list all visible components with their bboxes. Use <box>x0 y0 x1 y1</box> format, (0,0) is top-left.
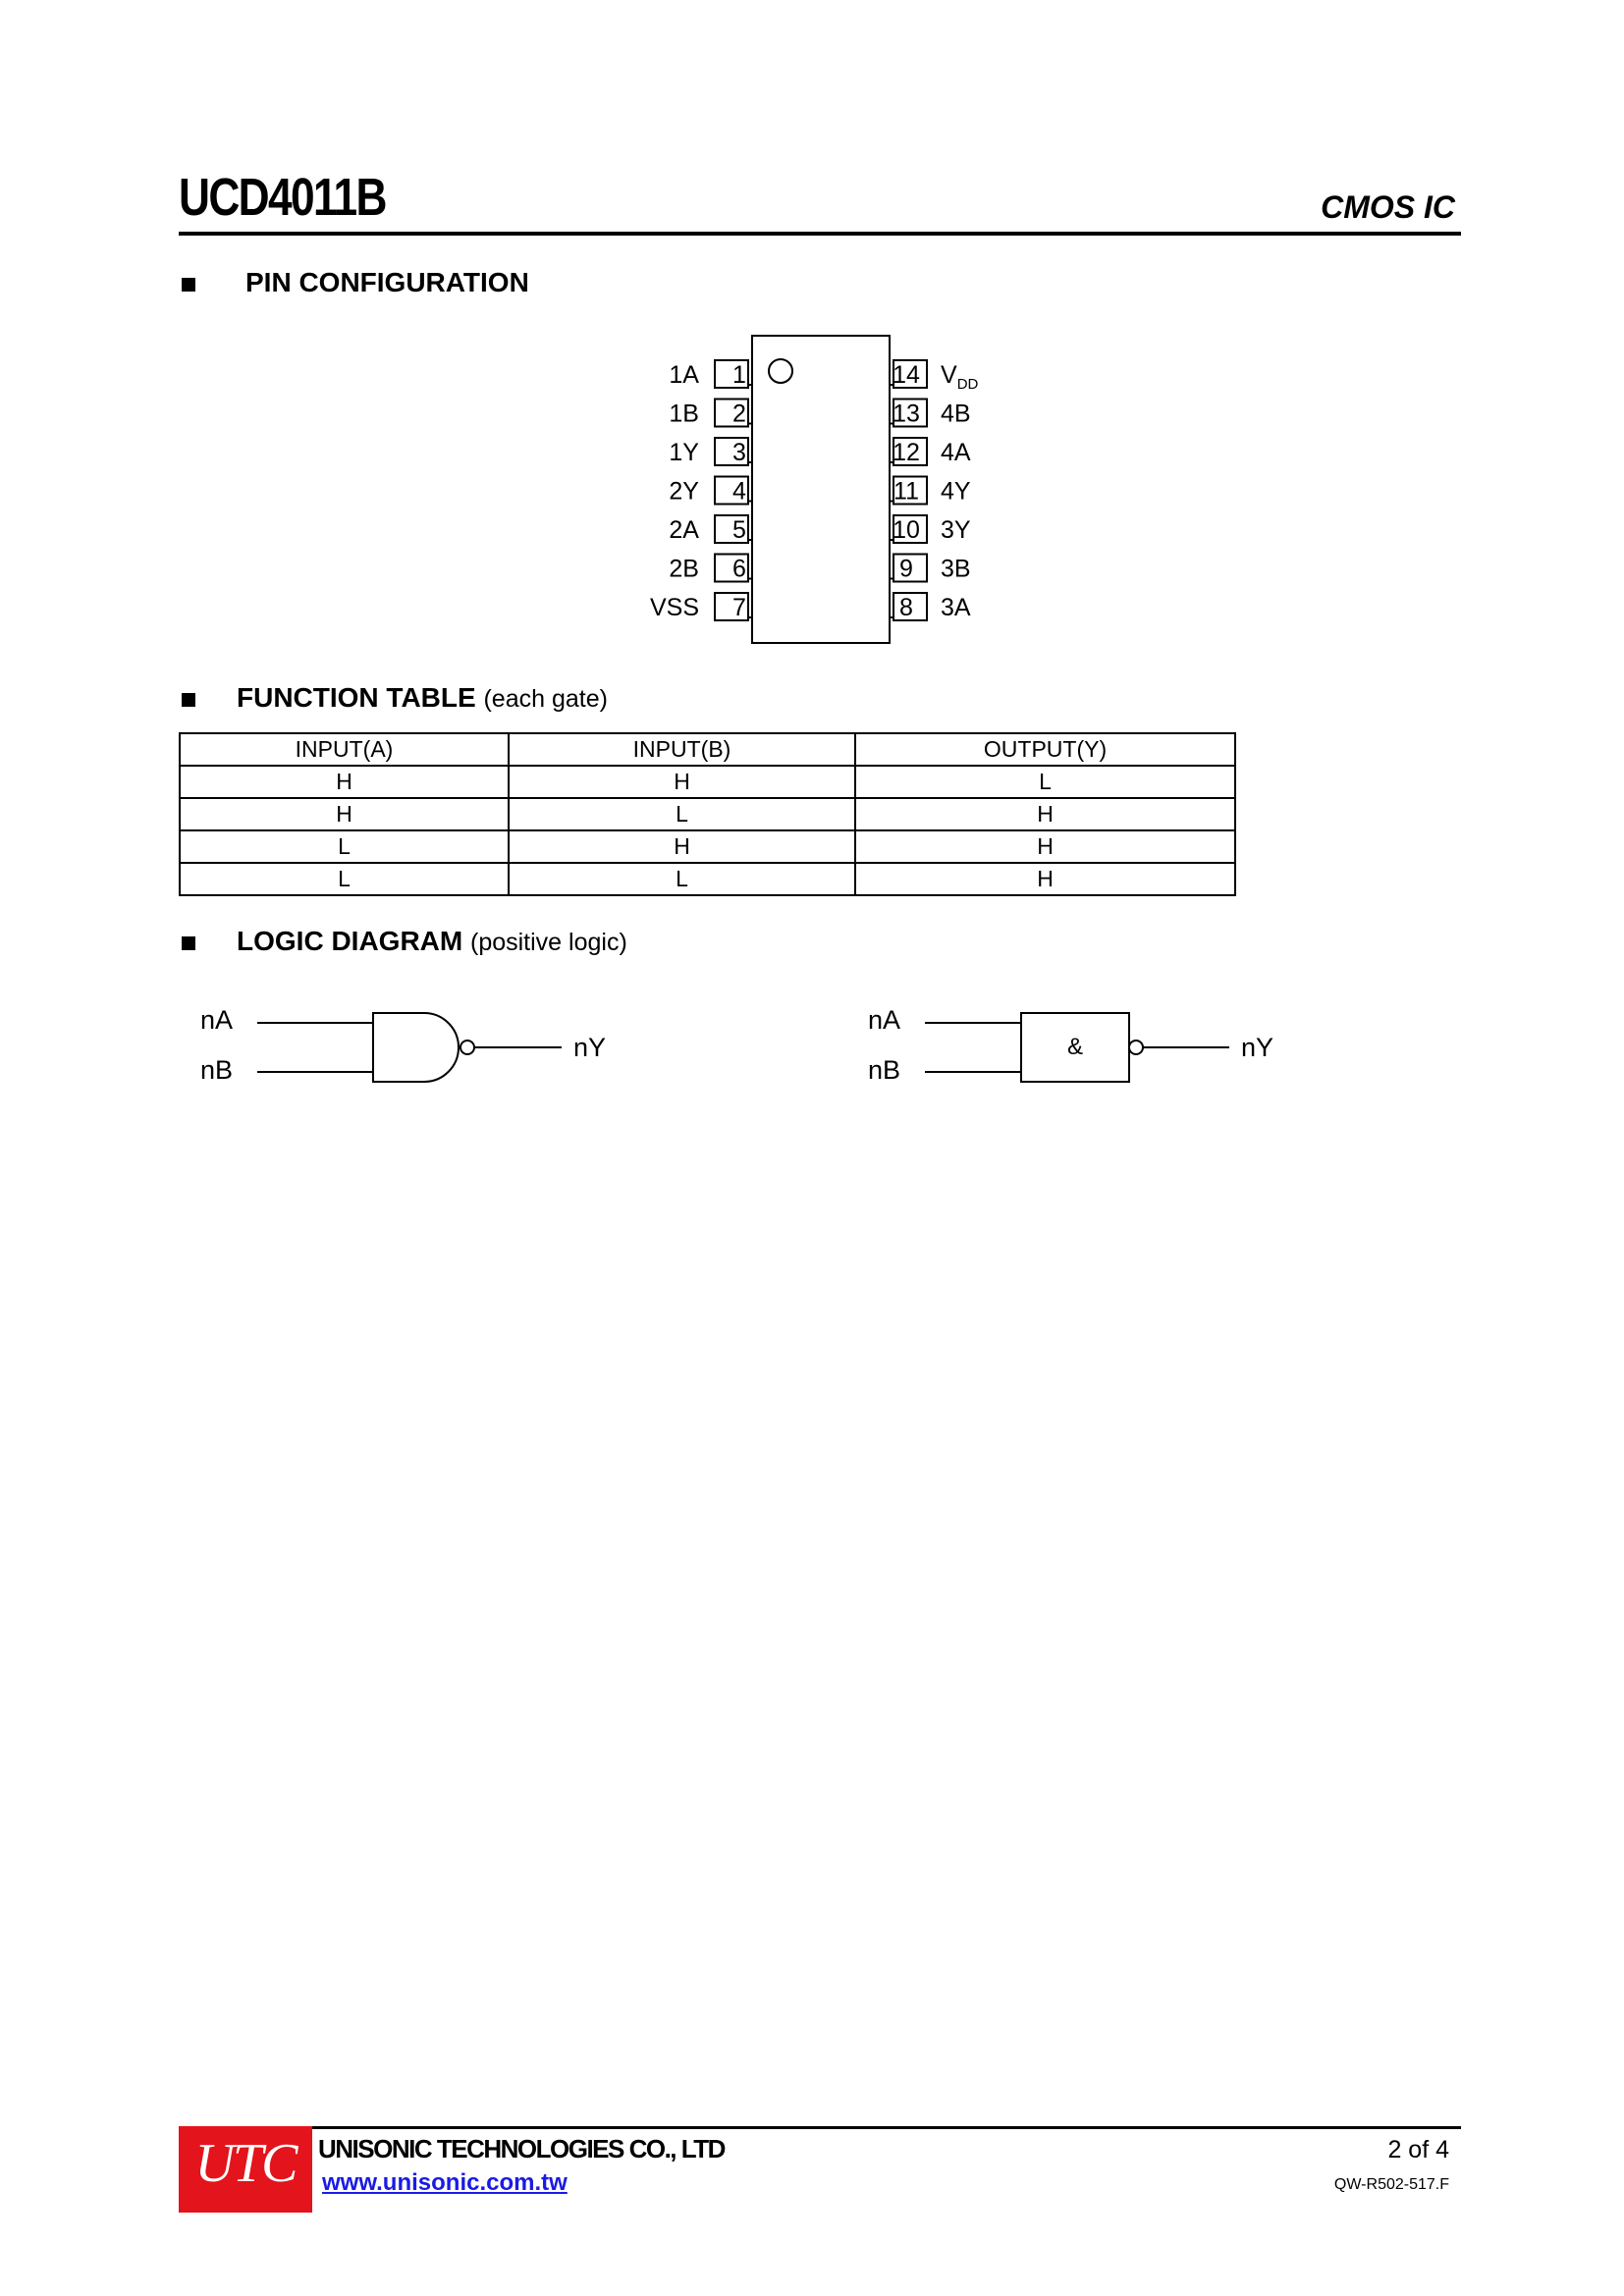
pin-number: 2 <box>732 400 746 428</box>
table-row <box>180 863 1235 895</box>
logic-diagram-heading <box>237 926 627 957</box>
pin-number: 7 <box>732 594 746 621</box>
output-label: nY <box>573 1033 607 1062</box>
pin-number: 1 <box>732 361 746 389</box>
table-cell: H <box>855 830 1235 863</box>
pin-number: 9 <box>899 555 913 583</box>
utc-logo <box>179 2126 312 2213</box>
pin-number: 4 <box>732 477 746 506</box>
table-cell: H <box>855 863 1235 895</box>
function-table-note: (each gate) <box>483 685 608 713</box>
logic-diagram <box>179 991 1357 1109</box>
nand-gate-body <box>373 1013 459 1082</box>
pin-label: 3B <box>941 555 971 583</box>
table-cell: L <box>509 863 855 895</box>
input-a-label: nA <box>868 1005 901 1035</box>
table-cell: H <box>180 766 509 798</box>
pin-label: 2B <box>669 555 699 583</box>
table-cell: H <box>509 766 855 798</box>
pin-label: 1A <box>669 361 699 389</box>
pin-number: 13 <box>893 400 920 428</box>
pin-number: 6 <box>732 555 746 583</box>
pin-label: 1Y <box>669 439 699 466</box>
section-bullet-icon <box>182 936 195 950</box>
and-symbol: & <box>1066 1034 1084 1060</box>
inversion-bubble-icon <box>1129 1041 1143 1054</box>
table-cell: L <box>509 798 855 830</box>
input-b-label: nB <box>200 1055 234 1085</box>
function-table-title: FUNCTION TABLE <box>237 682 476 713</box>
table-cell: H <box>180 798 509 830</box>
input-a-label: nA <box>200 1005 234 1035</box>
function-table-heading <box>237 682 608 714</box>
page-number: 2 of 4 <box>1387 2136 1449 2163</box>
col-header-input-a: INPUT(A) <box>180 733 509 766</box>
section-bullet-icon <box>182 278 195 292</box>
pin-number: 8 <box>899 594 913 621</box>
table-row <box>180 830 1235 863</box>
pin-label: 4B <box>941 400 971 428</box>
pin-label: 3A <box>941 594 971 621</box>
product-type: CMOS IC <box>1321 189 1455 225</box>
footer-rule <box>179 2126 1461 2129</box>
col-header-input-b: INPUT(B) <box>509 733 855 766</box>
pin-number: 3 <box>732 439 746 466</box>
pin-label-subscript: DD <box>956 376 979 393</box>
pin-number: 10 <box>893 516 920 544</box>
pin-label: VSS <box>649 594 699 621</box>
pin-config-title: PIN CONFIGURATION <box>245 267 529 297</box>
company-name: UNISONIC TECHNOLOGIES CO., LTD <box>318 2134 725 2163</box>
pin-label: $V_{DD}$ <box>941 361 979 393</box>
pin-label: 2A <box>669 516 699 544</box>
section-bullet-icon <box>182 693 195 707</box>
pin-label: 4Y <box>941 477 971 506</box>
table-row <box>180 766 1235 798</box>
pin-label: 3Y <box>941 516 971 544</box>
header-rule <box>179 232 1461 236</box>
pin-number: 12 <box>893 439 920 466</box>
input-b-label: nB <box>868 1055 901 1085</box>
pin-label: 1B <box>669 400 699 428</box>
output-label: nY <box>1241 1033 1274 1062</box>
pin-label: 4A <box>941 439 971 466</box>
pin-number: 5 <box>732 516 746 544</box>
logo-text: UTC <box>194 2133 297 2194</box>
logic-diagram-note: (positive logic) <box>470 929 627 956</box>
table-header-row <box>180 733 1235 766</box>
table-row <box>180 798 1235 830</box>
function-table <box>179 732 1236 896</box>
nand-gate-symbol <box>200 1005 606 1085</box>
table-cell: L <box>180 863 509 895</box>
col-header-output-y: OUTPUT(Y) <box>855 733 1235 766</box>
pin-configuration-diagram <box>628 324 1041 658</box>
pin-number: 11 <box>893 477 919 506</box>
iec-nand-gate-symbol <box>868 1005 1273 1085</box>
table-cell: H <box>855 798 1235 830</box>
pin-label: 2Y <box>669 477 699 506</box>
table-cell: L <box>180 830 509 863</box>
pin1-marker-icon <box>769 359 792 383</box>
table-cell: H <box>509 830 855 863</box>
inversion-bubble-icon <box>460 1041 474 1054</box>
table-cell: L <box>855 766 1235 798</box>
document-code: QW-R502-517.F <box>1333 2176 1449 2193</box>
chip-body <box>752 336 890 643</box>
part-number: UCD4011B <box>179 168 386 227</box>
pin-number: 14 <box>893 361 920 389</box>
logic-diagram-title: LOGIC DIAGRAM <box>237 926 463 956</box>
company-url-link[interactable]: www.unisonic.com.tw <box>322 2169 568 2196</box>
